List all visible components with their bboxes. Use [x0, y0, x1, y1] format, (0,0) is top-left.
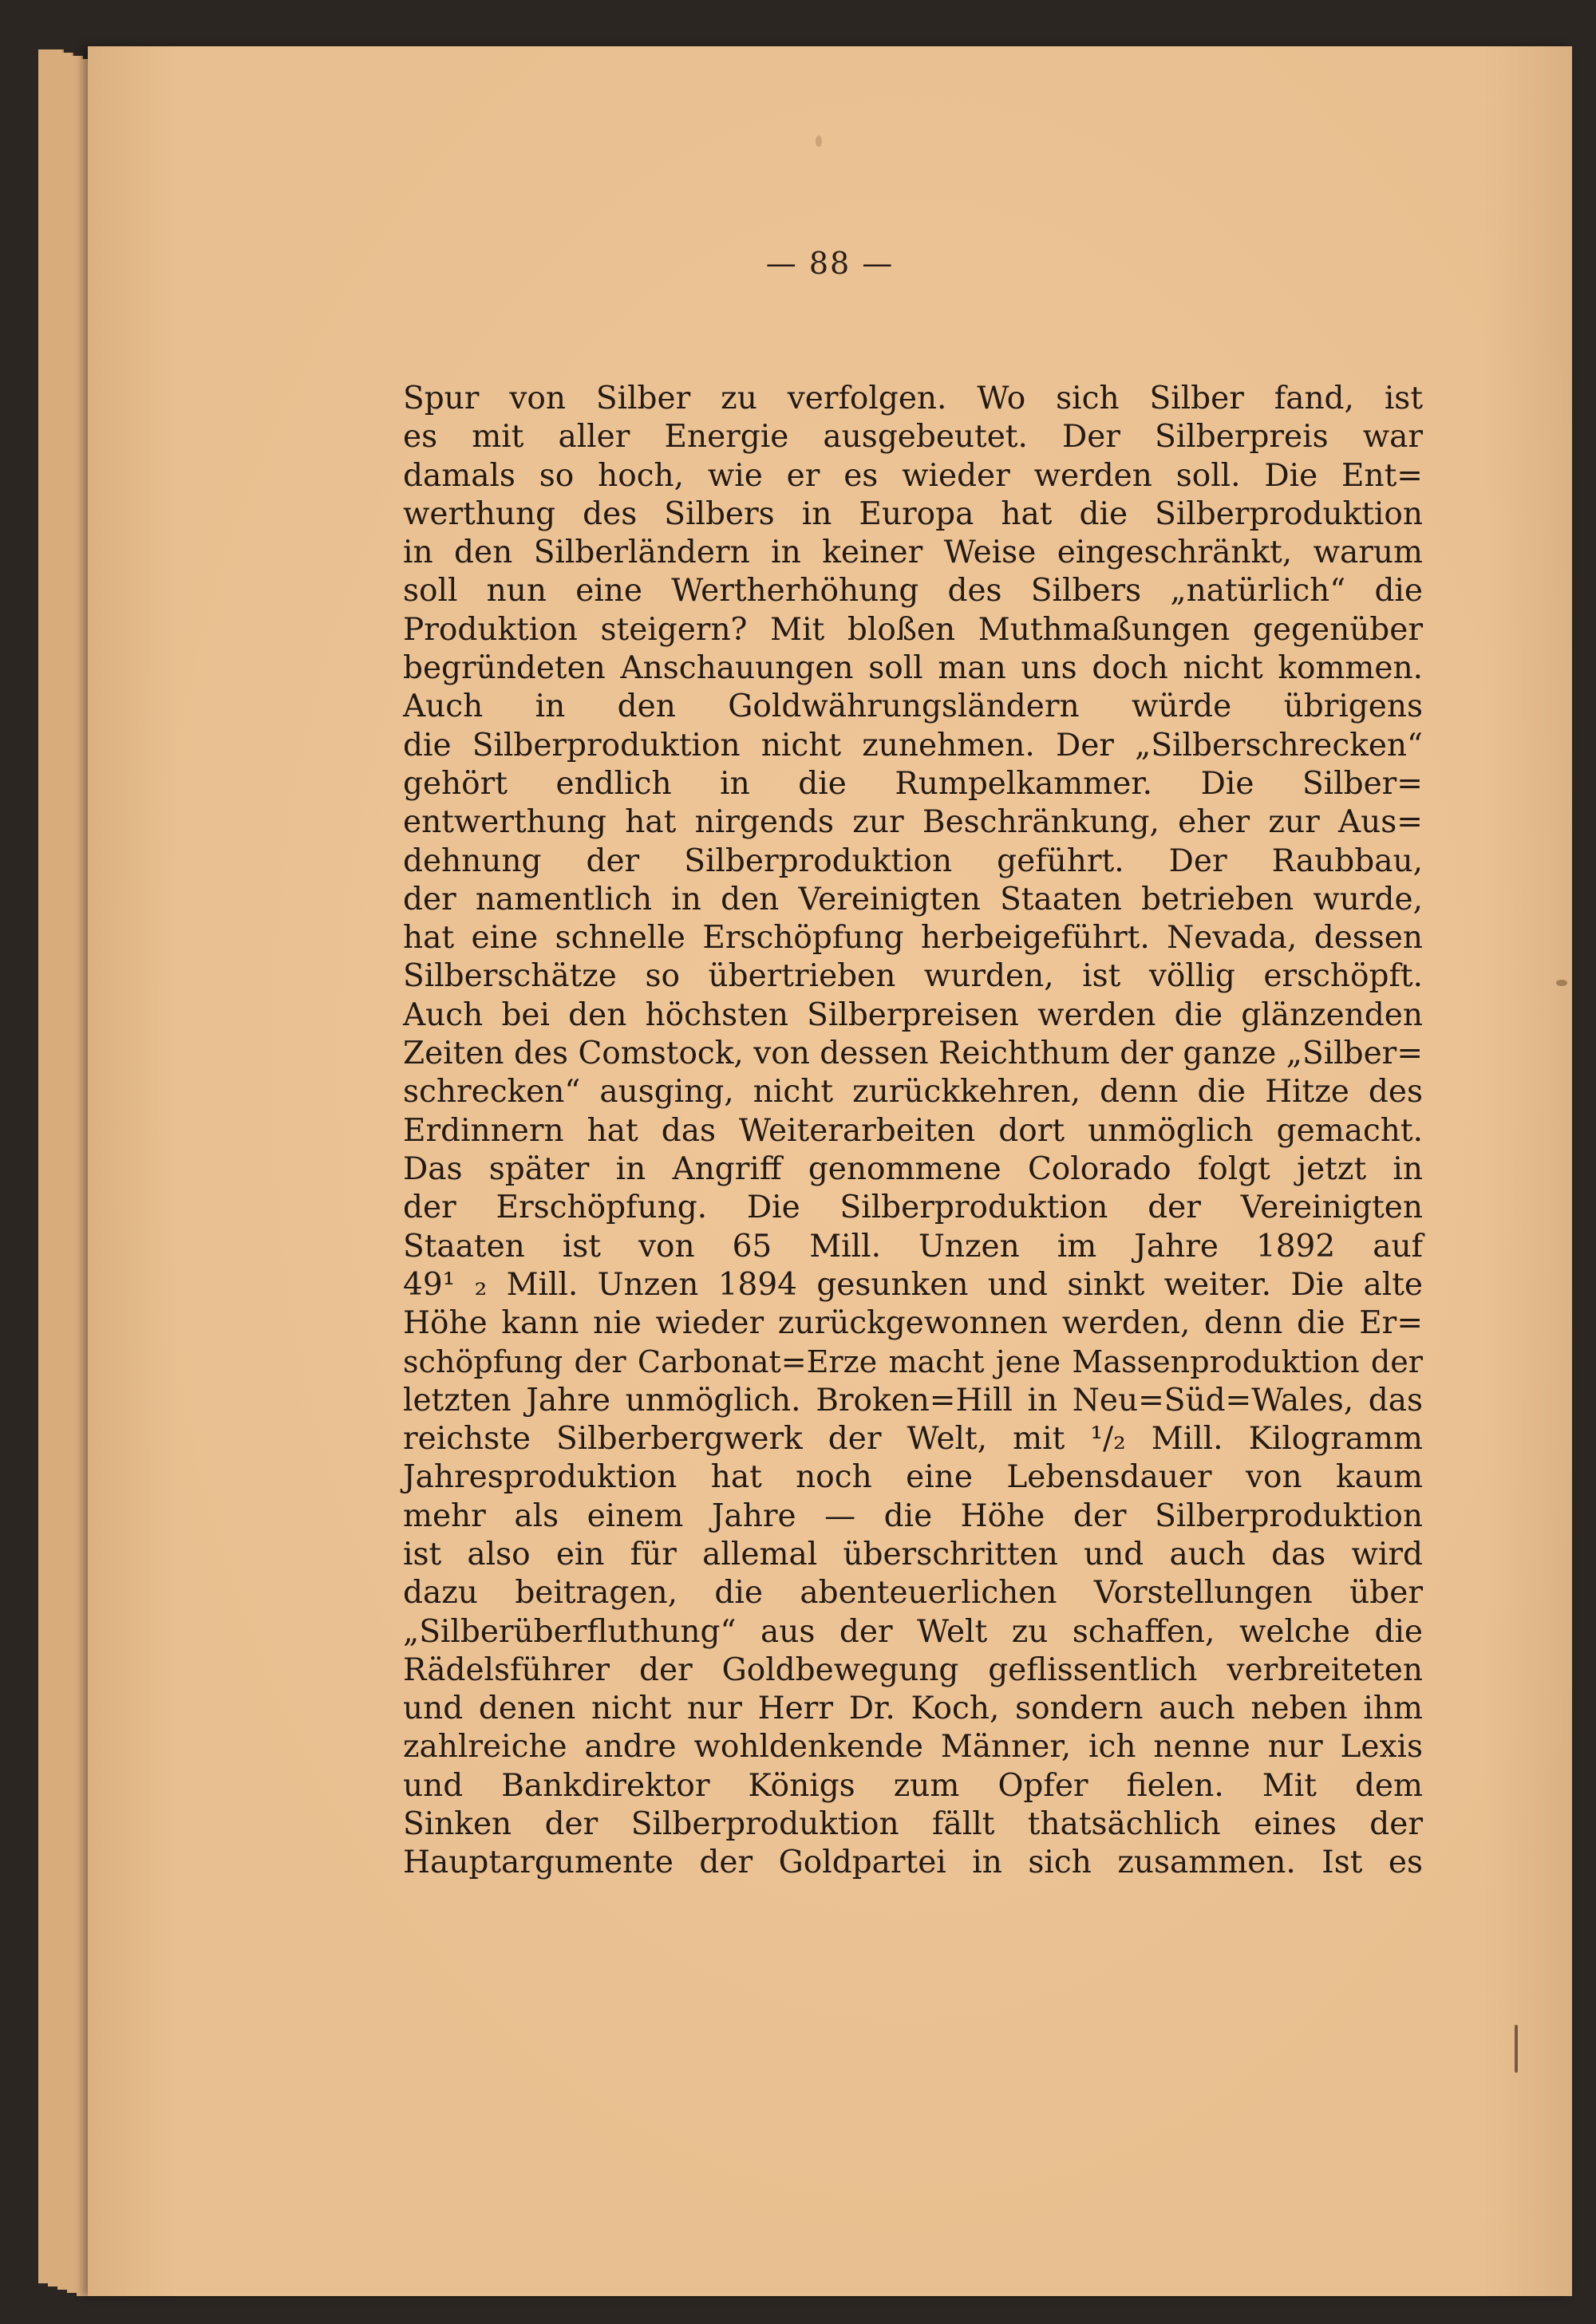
text-line: dehnung der Silberproduktion geführt. Der Raubbau, — [403, 842, 1423, 879]
text-line: Auch bei den höchsten Silberpreisen werden die glänzenden — [403, 996, 1423, 1033]
text-line: Jahresproduktion hat noch eine Lebensdauer von kaum — [403, 1459, 1423, 1496]
text-line: Hauptargumente der Goldpartei in sich zusammen. Ist es — [403, 1845, 1423, 1881]
text-line: es mit aller Energie ausgebeutet. Der Silberpreis war — [403, 419, 1423, 456]
text-line: reichste Silberbergwerk der Welt, mit ¹/₂ Mill. Kilogramm — [403, 1421, 1423, 1458]
text-line: Auch in den Goldwährungsländern würde übrigens — [403, 689, 1423, 725]
text-line: ist also ein für allemal überschritten und auch das wird — [403, 1536, 1423, 1572]
text-line: in den Silberländern in keiner Weise eingeschränkt, warum — [403, 535, 1423, 571]
text-line: der namentlich in den Vereinigten Staaten betrieben wurde, — [403, 881, 1423, 917]
text-line: Staaten ist von 65 Mill. Unzen im Jahre 1892 auf — [403, 1228, 1423, 1265]
book-page — [88, 46, 1572, 2296]
ink-mark — [1515, 2025, 1518, 2073]
text-line: Rädelsführer der Goldbewegung geflissentlich verbreiteten — [403, 1651, 1423, 1688]
text-line: Produktion steigern? Mit bloßen Muthmaßungen gegenüber — [403, 611, 1423, 648]
text-line: Höhe kann nie wieder zurückgewonnen werden, denn die Er= — [403, 1305, 1423, 1342]
text-line: dazu beitragen, die abenteuerlichen Vorstellungen über — [403, 1575, 1423, 1612]
ink-speck — [816, 136, 822, 147]
text-line: Erdinnern hat das Weiterarbeiten dort unmöglich gemacht. — [403, 1112, 1423, 1149]
text-line: hat eine schnelle Erschöpfung herbeigeführt. Nevada, dessen — [403, 920, 1423, 957]
text-line: zahlreiche andre wohldenkende Männer, ich nenne nur Lexis — [403, 1729, 1423, 1766]
text-line: mehr als einem Jahre — die Höhe der Silberproduktion — [403, 1497, 1423, 1534]
ink-speck — [1556, 980, 1567, 986]
text-line: Zeiten des Comstock, von dessen Reichthum der ganze „Silber= — [403, 1036, 1423, 1072]
text-line: schöpfung der Carbonat=Erze macht jene Massenproduktion der — [403, 1344, 1423, 1380]
text-line: gehört endlich in die Rumpelkammer. Die Silber= — [403, 765, 1423, 802]
text-line: die Silberproduktion nicht zunehmen. Der „Silberschrecken“ — [403, 727, 1423, 763]
page-number: — 88 — — [765, 246, 895, 281]
text-line: Das später in Angriff genommene Colorado folgt jetzt in — [403, 1150, 1423, 1187]
text-line: begründeten Anschauungen soll man uns doch nicht kommen. — [403, 650, 1423, 687]
text-line: damals so hoch, wie er es wieder werden soll. Die Ent= — [403, 457, 1423, 494]
text-line: soll nun eine Wertherhöhung des Silbers „natürlich“ die — [403, 573, 1423, 610]
text-line: schrecken“ ausging, nicht zurückkehren, denn die Hitze des — [403, 1074, 1423, 1111]
text-line: und Bankdirektor Königs zum Opfer fielen. Mit dem — [403, 1767, 1423, 1804]
body-text — [403, 380, 1423, 1883]
text-line: Spur von Silber zu verfolgen. Wo sich Silber fand, ist — [403, 381, 1423, 416]
text-line: Silberschätze so übertrieben wurden, ist völlig erschöpft. — [403, 958, 1423, 995]
text-line: und denen nicht nur Herr Dr. Koch, sondern auch neben ihm — [403, 1691, 1423, 1727]
text-line: „Silberüberfluthung“ aus der Welt zu schaffen, welche die — [403, 1613, 1423, 1650]
text-line: 49¹ ₂ Mill. Unzen 1894 gesunken und sinkt weiter. Die alte — [403, 1266, 1423, 1303]
text-line: letzten Jahre unmöglich. Broken=Hill in Neu=Süd=Wales, das — [403, 1382, 1423, 1418]
text-line: werthung des Silbers in Europa hat die Silberproduktion — [403, 495, 1423, 532]
text-line: der Erschöpfung. Die Silberproduktion der Vereinigten — [403, 1190, 1423, 1226]
text-line: entwerthung hat nirgends zur Beschränkung, eher zur Aus= — [403, 804, 1423, 841]
text-line: Sinken der Silberproduktion fällt thatsächlich eines der — [403, 1805, 1423, 1842]
